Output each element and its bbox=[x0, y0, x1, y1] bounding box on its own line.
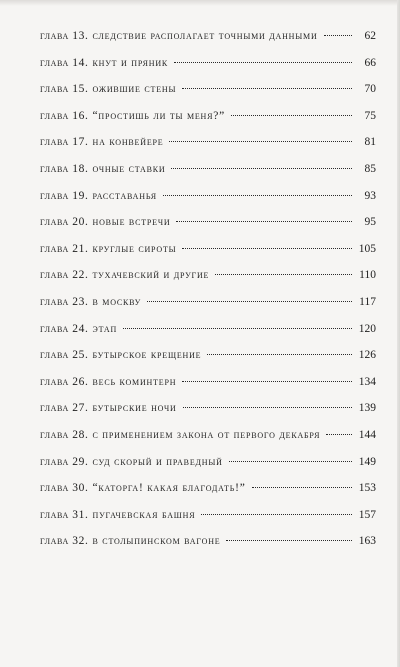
toc-chapter-number: глава 23. bbox=[40, 295, 89, 308]
toc-entry bbox=[40, 82, 376, 109]
toc-chapter-number: глава 21. bbox=[40, 242, 89, 255]
toc-chapter-title: весь коминтерн bbox=[92, 375, 177, 388]
toc-page-number: 149 bbox=[358, 455, 376, 468]
toc-chapter-title: ожившие стены bbox=[92, 83, 177, 96]
toc-chapter-number: глава 18. bbox=[40, 162, 89, 175]
toc-page-number: 120 bbox=[358, 322, 376, 335]
toc-entry bbox=[40, 375, 376, 402]
toc-chapter-title: бутырские ночи bbox=[92, 402, 177, 415]
toc-dot-leader bbox=[226, 540, 352, 541]
toc-page-number: 117 bbox=[359, 295, 376, 308]
toc-chapter-title: этап bbox=[92, 322, 118, 335]
toc-chapter-title: в столыпинском вагоне bbox=[92, 535, 221, 548]
toc-entry bbox=[40, 455, 376, 482]
toc-chapter-title: пугачевская башня bbox=[92, 508, 196, 521]
toc-dot-leader bbox=[326, 434, 352, 435]
toc-page-number: 163 bbox=[358, 535, 376, 548]
toc-entry bbox=[40, 401, 376, 428]
toc-page-number: 93 bbox=[364, 189, 376, 202]
toc-chapter-number: глава 31. bbox=[40, 508, 89, 521]
toc-page-number: 95 bbox=[364, 216, 376, 229]
toc-chapter-number: глава 13. bbox=[40, 30, 89, 42]
toc-entry bbox=[40, 508, 376, 535]
toc-chapter-number: глава 28. bbox=[40, 428, 89, 441]
toc-entry bbox=[40, 56, 376, 83]
toc-entry bbox=[40, 29, 376, 56]
toc-entry bbox=[40, 242, 376, 269]
toc-dot-leader bbox=[207, 354, 352, 355]
toc-chapter-title: кнут и пряник bbox=[92, 56, 169, 69]
toc-dot-leader bbox=[163, 195, 352, 196]
toc-entry bbox=[40, 135, 376, 162]
toc-page-number: 81 bbox=[364, 136, 376, 149]
toc-page-number: 75 bbox=[364, 109, 376, 122]
toc-dot-leader bbox=[324, 35, 352, 36]
toc-chapter-title: следствие располагает точными данными bbox=[92, 30, 318, 42]
toc-entry bbox=[40, 162, 376, 189]
toc-chapter-number: глава 32. bbox=[40, 535, 89, 548]
toc-dot-leader bbox=[171, 168, 352, 169]
toc-chapter-number: глава 14. bbox=[40, 56, 89, 69]
toc-dot-leader bbox=[252, 487, 352, 488]
toc-chapter-number: глава 17. bbox=[40, 136, 89, 149]
toc-chapter-number: глава 15. bbox=[40, 83, 89, 96]
toc-chapter-title: очные ставки bbox=[92, 162, 166, 175]
toc-dot-leader bbox=[169, 141, 352, 142]
toc-entry bbox=[40, 109, 376, 136]
page-top-edge bbox=[0, 0, 400, 6]
toc-dot-leader bbox=[176, 221, 352, 222]
toc-dot-leader bbox=[231, 115, 352, 116]
toc-page-number: 157 bbox=[358, 508, 376, 521]
toc-chapter-title: круглые сироты bbox=[92, 242, 177, 255]
toc-chapter-number: глава 22. bbox=[40, 269, 89, 282]
toc-entry bbox=[40, 295, 376, 322]
toc-dot-leader bbox=[201, 514, 352, 515]
toc-chapter-title: с применением закона от первого декабря bbox=[92, 428, 321, 441]
toc-dot-leader bbox=[229, 461, 352, 462]
toc-chapter-number: глава 25. bbox=[40, 349, 89, 362]
toc-page-number: 134 bbox=[358, 375, 376, 388]
toc-chapter-title: “простишь ли ты меня?” bbox=[92, 109, 226, 122]
toc-entry bbox=[40, 534, 376, 561]
toc-chapter-number: глава 27. bbox=[40, 402, 89, 415]
toc-chapter-number: глава 26. bbox=[40, 375, 89, 388]
toc-page-number: 139 bbox=[358, 402, 376, 415]
toc-page-number: 70 bbox=[364, 83, 376, 96]
toc-chapter-title: тухачевский и другие bbox=[92, 269, 210, 282]
table-of-contents bbox=[40, 29, 376, 561]
toc-chapter-number: глава 24. bbox=[40, 322, 89, 335]
toc-entry bbox=[40, 322, 376, 349]
toc-chapter-title: на конвейере bbox=[92, 136, 164, 149]
toc-dot-leader bbox=[183, 407, 352, 408]
toc-dot-leader bbox=[174, 62, 352, 63]
toc-dot-leader bbox=[215, 274, 352, 275]
toc-chapter-title: бутырское крещение bbox=[92, 349, 202, 362]
toc-chapter-title: новые встречи bbox=[92, 216, 171, 229]
toc-dot-leader bbox=[123, 328, 352, 329]
toc-chapter-title: расставанья bbox=[92, 189, 157, 202]
toc-page-number: 153 bbox=[358, 482, 376, 495]
toc-page-number: 85 bbox=[364, 162, 376, 175]
toc-chapter-number: глава 20. bbox=[40, 216, 89, 229]
toc-entry bbox=[40, 428, 376, 455]
toc-page-number: 144 bbox=[358, 428, 376, 441]
toc-chapter-number: глава 30. bbox=[40, 482, 89, 495]
toc-entry bbox=[40, 348, 376, 375]
toc-page-number: 126 bbox=[358, 349, 376, 362]
toc-entry bbox=[40, 189, 376, 216]
toc-entry bbox=[40, 268, 376, 295]
toc-dot-leader bbox=[147, 301, 352, 302]
toc-page-number: 105 bbox=[358, 242, 376, 255]
toc-chapter-title: “каторга! какая благодать!” bbox=[92, 482, 246, 495]
toc-page-number: 110 bbox=[359, 269, 376, 282]
toc-chapter-number: глава 29. bbox=[40, 455, 89, 468]
toc-chapter-title: суд скорый и праведный bbox=[92, 455, 223, 468]
toc-entry bbox=[40, 215, 376, 242]
toc-page-number: 66 bbox=[364, 56, 376, 69]
toc-page-number: 62 bbox=[364, 30, 376, 42]
toc-chapter-title: в москву bbox=[92, 295, 142, 308]
toc-chapter-number: глава 19. bbox=[40, 189, 89, 202]
toc-dot-leader bbox=[182, 381, 352, 382]
toc-entry bbox=[40, 481, 376, 508]
toc-dot-leader bbox=[182, 88, 352, 89]
toc-chapter-number: глава 16. bbox=[40, 109, 89, 122]
toc-dot-leader bbox=[182, 248, 352, 249]
